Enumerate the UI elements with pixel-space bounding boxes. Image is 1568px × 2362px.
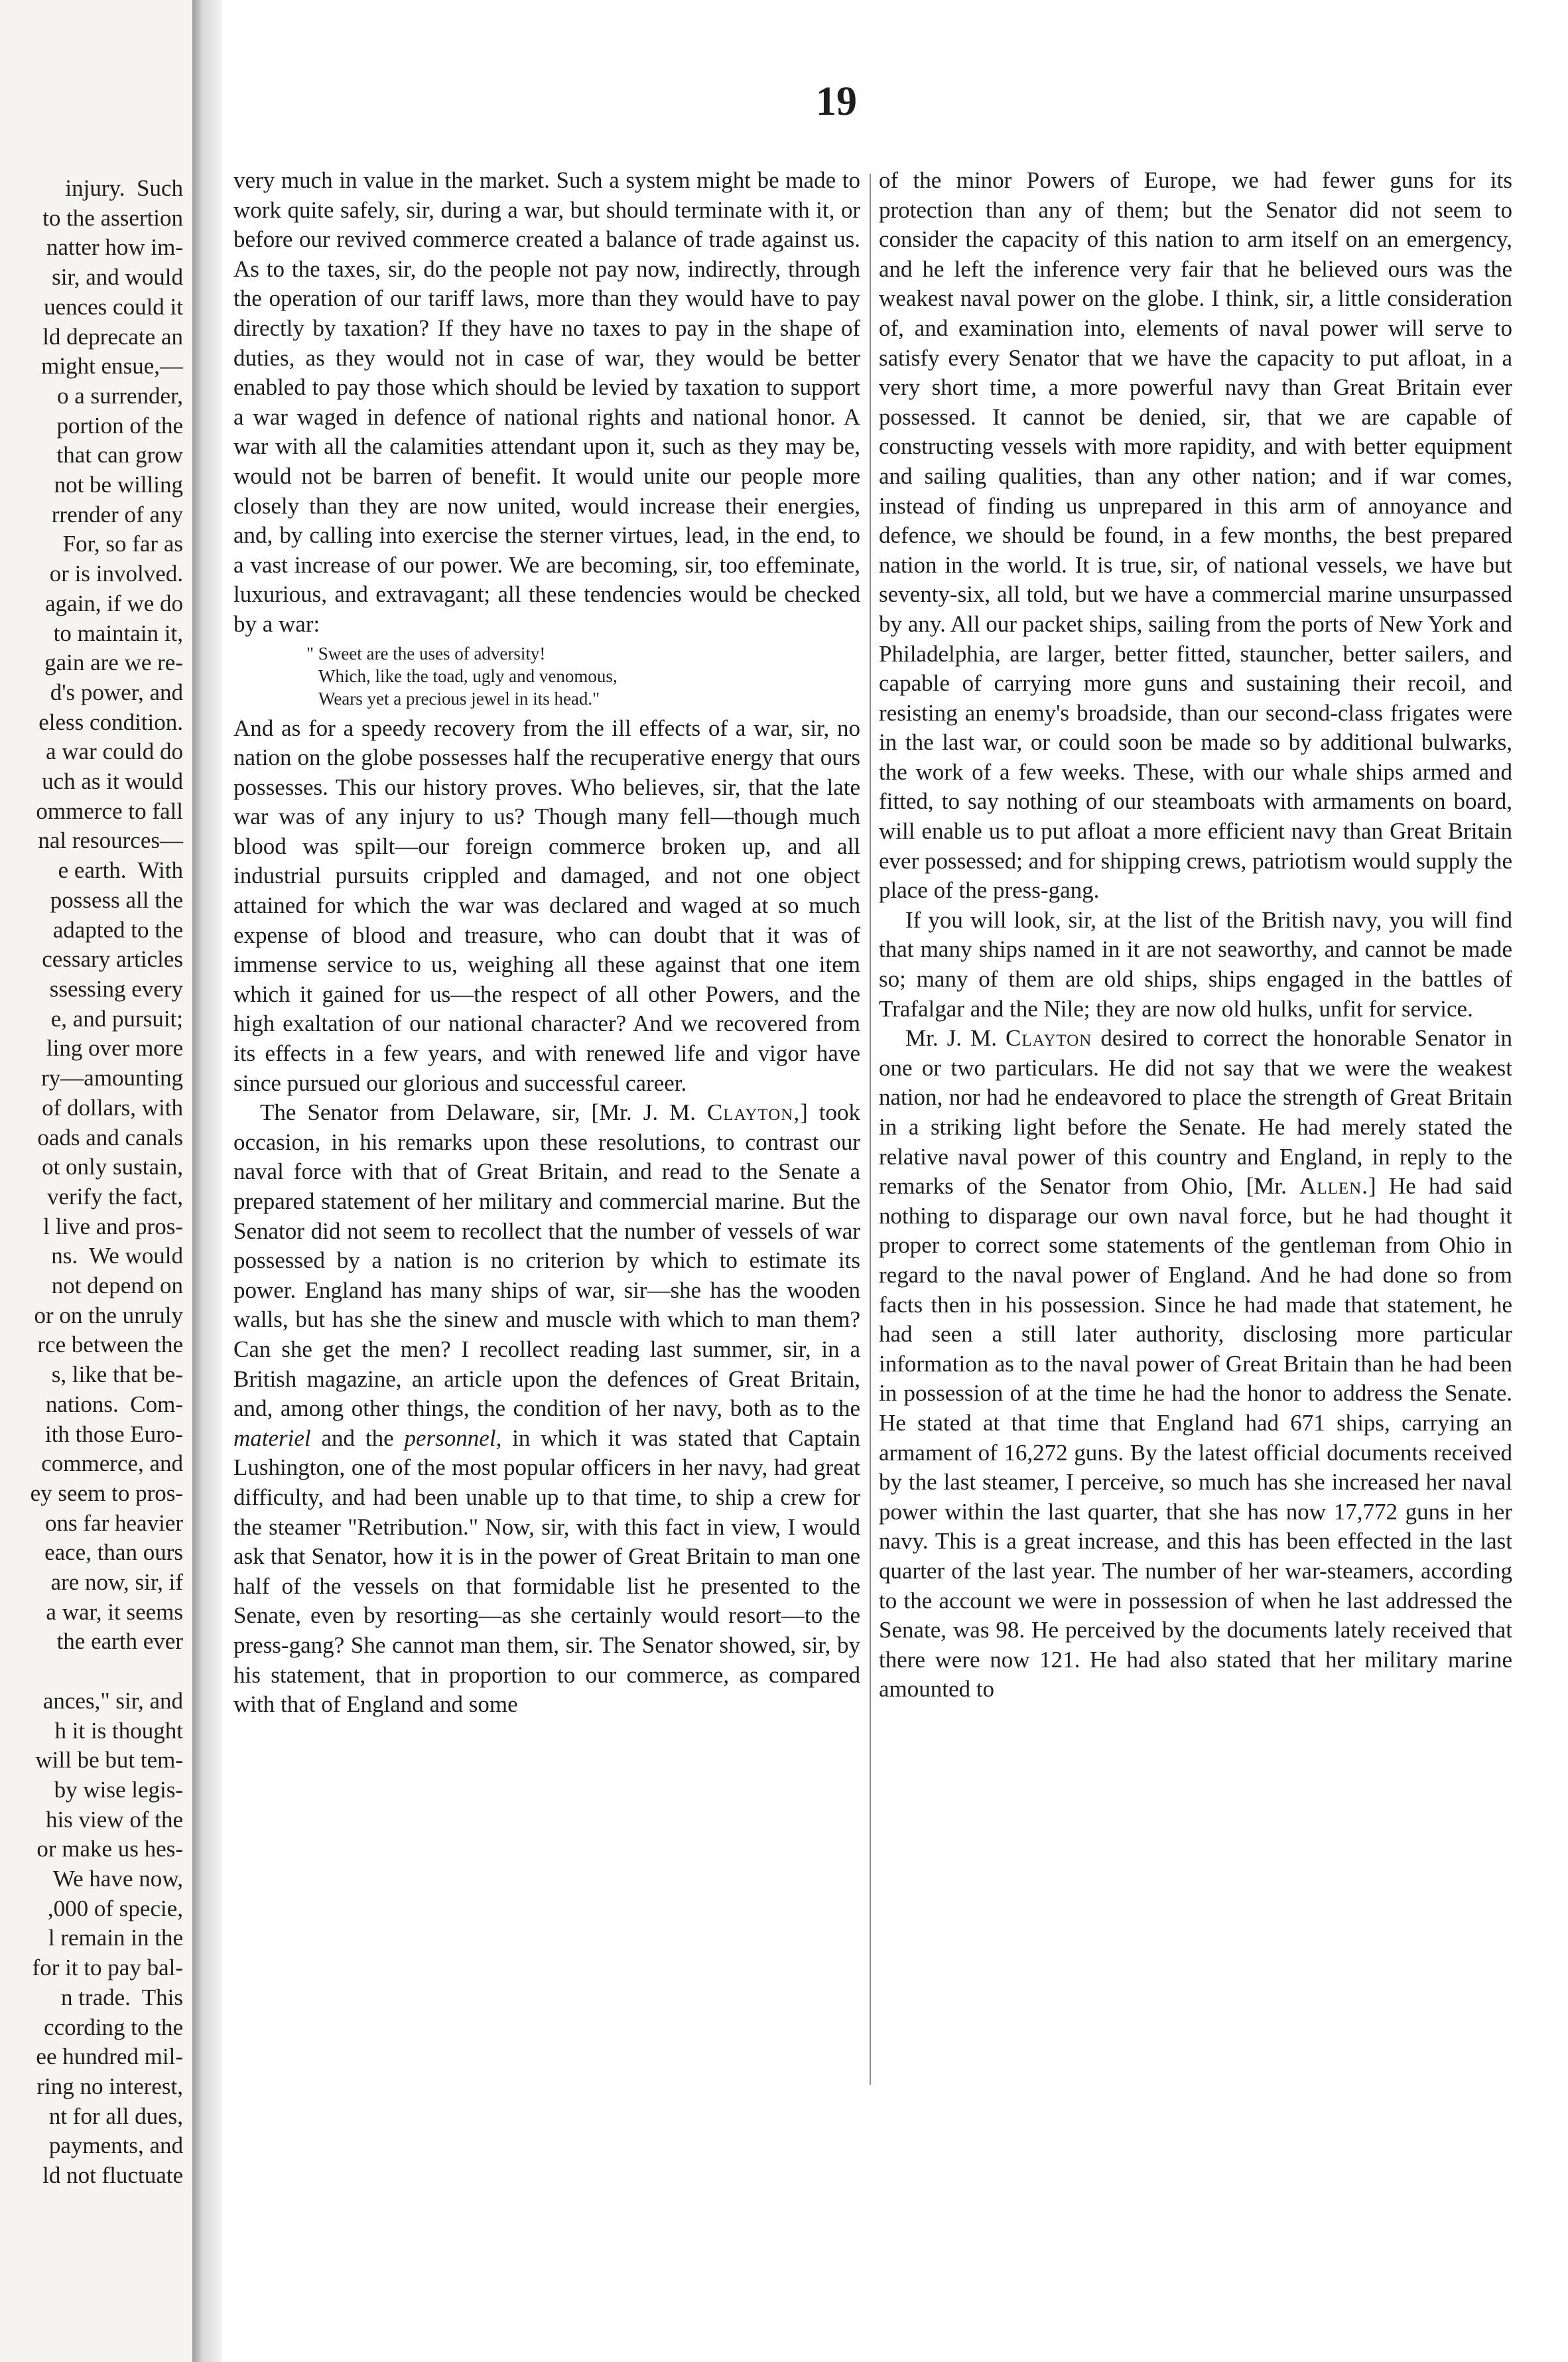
previous-page-line: ot only sustain, — [42, 1154, 183, 1180]
middle-column — [233, 166, 860, 1720]
previous-page-line: ling over more — [46, 1035, 183, 1062]
previous-page-line: For, so far as — [62, 531, 183, 557]
quote-line: Which, like the toad, ugly and venomous, — [318, 665, 618, 686]
previous-page-line: ns. We would — [51, 1243, 183, 1269]
previous-page-line: nt for all dues, — [48, 2103, 183, 2129]
previous-page-line: a war, it seems — [46, 1598, 183, 1625]
paragraph — [879, 1024, 1512, 1704]
previous-page-line: that can grow — [56, 442, 183, 468]
paragraph: of the minor Powers of Europe, we had fewer guns for its protection than any of them; but the Senator did not seem to consider the capacity of this nation to arm itself on an emergency, and he left the inference very fair that he believed ours was the weakest naval power on the globe. I think, sir, a little consideration of, and examination into, elements of naval power will serve to satisfy every Senator that we have the capacity to put afloat, in a very short time, a more powerful navy than Great Britain ever possessed. It cannot be denied, sir, that we are capable of constructing vessels with more rapidity, and with better equipment and sailing qualities, than any other nation; and if war comes, instead of finding us unprepared in this arm of annoyance and defence, we should be found, in a few months, the best prepared nation in the world. It is true, sir, of national vessels, we have but seventy-six, all told, but we have a commercial marine unsurpassed by any. All our packet ships, sailing from the ports of New York and Philadelphia, are larger, better fitted, stauncher, better sailers, and capable of carrying more guns and sustaining their recoil, and resisting an enemy's broadside, than our second-class frigates were in the last war, or could soon be made so by additional bulwarks, the work of a few weeks. These, with our whale ships armed and fitted, to say nothing of our steamboats with armaments on board, will enable us to put afloat a more efficient navy than Great Britain ever possessed; and for shipping crews, patriotism would supply the place of the press-gang. — [879, 167, 1512, 904]
previous-page-line: might ensue,— — [41, 353, 183, 380]
previous-page-line: of dollars, with — [42, 1094, 183, 1121]
text-run: Mr. J. M. — [905, 1025, 1006, 1052]
previous-page-line: ee hundred mil- — [36, 2044, 183, 2070]
previous-page-line: or is involved. — [49, 561, 183, 587]
previous-page-line: will be but tem- — [35, 1747, 183, 1773]
previous-page-line: ith those Euro- — [44, 1421, 183, 1447]
previous-page-line: sir, and would — [52, 264, 183, 291]
italic-term: materiel — [233, 1424, 311, 1451]
previous-page-fragment — [0, 0, 192, 2362]
text-run: ] He had said nothing to disparage our own naval force, but he had thought it proper to correct some statements of the gentleman from Ohio in regard to the naval power of England. And he had done so from facts then in his possession. Since he had made that statement, he had seen a still later authority, disclosing more particular information as to the naval power of Great Britain than he had been in possession of at the time he had the honor to address the Senate. He stated at that time that England had 671 ships, carrying an armament of 16,272 guns. By the latest official documents received by the last steamer, I perceive, so much has she increased her naval power within the last quarter, that she has now 17,772 guns in her navy. This is a great increase, and this has been effected in the last quarter of the last year. The number of her war-steamers, according to the account we were in possession of when he last addressed the Senate, was 98. He perceived by the documents lately received that there were now 121. He had also stated that her military marine amounted to — [879, 1173, 1512, 1702]
previous-page-line: a war could do — [45, 738, 183, 765]
verse-quote — [306, 642, 860, 710]
previous-page-line: gain are we re- — [44, 650, 183, 676]
previous-page-line: to maintain it, — [53, 620, 183, 646]
previous-page-line: ld not fluctuate — [42, 2162, 183, 2189]
previous-page-line: ssessing every — [49, 975, 183, 1002]
page-number: 19 — [816, 79, 857, 124]
previous-page-line: l live and pros- — [43, 1213, 183, 1239]
column-rule — [870, 174, 871, 2085]
previous-page-line: again, if we do — [45, 590, 183, 616]
previous-page-line: ccording to the — [44, 2014, 183, 2040]
paragraph: very much in value in the market. Such a system might be made to work quite safely, sir, during a war, but should terminate with it, or before our revived commerce created a balance of trade against us. As to the taxes, sir, do the people not pay now, indirectly, through the operation of our tariff laws, more than they would have to pay directly by taxation? If they have no taxes to pay in the shape of duties, as they would not in case of war, they would be better enabled to pay those which should be levied by taxation to support a war waged in defence of national rights and national honor. A war with all the calamities attendant upon it, such as they may be, would not be barren of benefit. It would unite our people more closely than they are now united, would increase their energies, and, by calling into exercise the sterner virtues, lead, in the end, to a vast increase of our power. We are becoming, sir, too effeminate, luxurious, and extravagant; all these tendencies would be checked by a war: — [233, 167, 860, 637]
previous-page-line: rrender of any — [51, 501, 183, 527]
previous-page-line: rce between the — [37, 1332, 183, 1358]
text-run: in which it was stated that Captain Lushington, one of the most popular officers in her navy, had great difficulty, and had been unable up to that time, to ship a crew for the steamer "Retribution." Now, sir, with this fact in view, I would ask that Senator, how it is in the power of Great Britain to man one half of the vessels on that formidable list he presented to the Senate, even by resorting—as she certainly would resort—to the press-gang? She cannot man them, sir. The Senator showed, sir, by his statement, that in proportion to our commerce, as compared with that of England and some — [233, 1424, 860, 1718]
previous-page-line: adapted to the — [52, 916, 183, 943]
previous-page-line: for it to pay bal- — [32, 1955, 183, 1981]
previous-page-line: commerce, and — [41, 1450, 183, 1477]
previous-page-line: natter how im- — [46, 234, 183, 261]
previous-page-line: o a surrender, — [56, 382, 183, 409]
previous-page-line: are now, sir, if — [50, 1569, 183, 1596]
previous-page-line: payments, and — [48, 2132, 183, 2159]
previous-page-line: ry—amounting — [41, 1065, 183, 1091]
previous-page-line: possess all the — [50, 886, 183, 913]
previous-page-line: ances," sir, and — [42, 1687, 183, 1714]
previous-page-line: or make us hes- — [36, 1836, 183, 1862]
quote-line: " Sweet are the uses of adversity! — [306, 643, 546, 663]
previous-page-line: e, and pursuit; — [50, 1005, 183, 1032]
previous-page-line: d's power, and — [50, 679, 183, 705]
text-run: ] took occasion, in his remarks upon these resolutions, to contrast our naval force with that of Great Britain, and read to the Senate a prepared statement of her military and commercial marine. But the Senator did not seem to recollect that the number of vessels of war possessed by a nation is no criterion by which to estimate its power. England has many ships of war, sir—she has the wooden walls, but has she the sinew and muscle with which to man them? Can she get the men? I recollect reading last summer, sir, in a British magazine, an article upon the defences of Great Britain, and, among other things, the condition of her navy, both as to the — [233, 1099, 860, 1422]
previous-page-line: ommerce to fall — [36, 798, 183, 824]
previous-page-line: nal resources— — [38, 827, 183, 854]
previous-page-line: nations. Com- — [45, 1391, 183, 1417]
previous-page-line: by wise legis- — [54, 1776, 183, 1803]
previous-page-line: We have now, — [52, 1866, 183, 1892]
previous-page-line: verify the fact, — [46, 1183, 183, 1210]
previous-page-line: injury. Such — [65, 175, 183, 201]
speaker-name: Allen. — [1299, 1173, 1368, 1200]
previous-page-text — [0, 174, 183, 2191]
previous-page-line: uch as it would — [42, 768, 183, 795]
previous-page-line: e earth. With — [58, 857, 183, 884]
previous-page-line: ons far heavier — [45, 1509, 183, 1536]
previous-page-line: not be willing — [54, 472, 183, 498]
previous-page-line — [0, 1657, 183, 1687]
book-gutter — [192, 0, 222, 2362]
paragraph: If you will look, sir, at the list of the British navy, you will find that many ships named in it are not seaworthy, and cannot be made so; many of them are old ships, ships engaged in the battles of Trafalgar and the Nile; they are now old hulks, unfit for service. — [879, 906, 1512, 1022]
paragraph: And as for a speedy recovery from the ill effects of a war, sir, no nation on the globe possesses half the recuperative energy that ours possesses. This our history proves. Who believes, sir, that the late war was of any injury to us? Though many fell—though much blood was spilt—our foreign commerce broken up, and all industrial pursuits crippled and damaged, and not one object attained for which the war was declared and waged at so much expense of blood and treasure, who can doubt that it was of immense service to us, weighing all these against that one item which it gained for us—the respect of all other Powers, and the high exaltation of our national character? And we recovered from its effects in a few years, and with renewed life and vigor have since pursued our glorious and successful career. — [233, 715, 860, 1096]
text-run: desired to correct the honorable Senator in one or two particulars. He did not say that we were the weakest nation, nor had he endeavored to place the strength of Great Britain in a striking light before the Senate. He had merely stated the relative naval power of this country and England, in reply to the remarks of the Senator from Ohio, [Mr. — [879, 1025, 1512, 1200]
previous-page-line: portion of the — [56, 412, 183, 439]
previous-page-line: the earth ever — [56, 1628, 183, 1655]
italic-term: personnel, — [404, 1424, 502, 1451]
previous-page-line: eless condition. — [38, 709, 183, 735]
previous-page-line: l remain in the — [48, 1925, 183, 1951]
previous-page-line: not depend on — [51, 1273, 183, 1299]
previous-page-line: or on the unruly — [34, 1302, 183, 1328]
speaker-name: Clayton, — [707, 1099, 801, 1126]
previous-page-line: eace, than ours — [44, 1539, 183, 1566]
quote-line: Wears yet a precious jewel in its head." — [318, 688, 600, 709]
previous-page-line: h it is thought — [54, 1717, 183, 1744]
previous-page-line: cessary articles — [42, 946, 183, 973]
speaker-name: Clayton — [1006, 1025, 1092, 1052]
previous-page-line: to the assertion — [42, 204, 183, 231]
previous-page-line: s, like that be- — [51, 1361, 183, 1388]
right-column — [879, 166, 1512, 1704]
previous-page-line: ld deprecate an — [42, 323, 183, 350]
previous-page-line: uences could it — [44, 293, 183, 320]
previous-page-line: ,000 of specie, — [47, 1895, 183, 1921]
text-run: The Senator from Delaware, sir, [Mr. J. M. — [260, 1099, 707, 1126]
previous-page-line: ey seem to pros- — [30, 1480, 183, 1506]
previous-page-line: oads and canals — [37, 1124, 183, 1150]
previous-page-line: n trade. This — [60, 1984, 183, 2010]
previous-page-line: ring no interest, — [36, 2073, 183, 2099]
paragraph — [233, 1098, 860, 1719]
previous-page-line: his view of the — [45, 1806, 183, 1833]
text-run: and the — [310, 1424, 405, 1451]
